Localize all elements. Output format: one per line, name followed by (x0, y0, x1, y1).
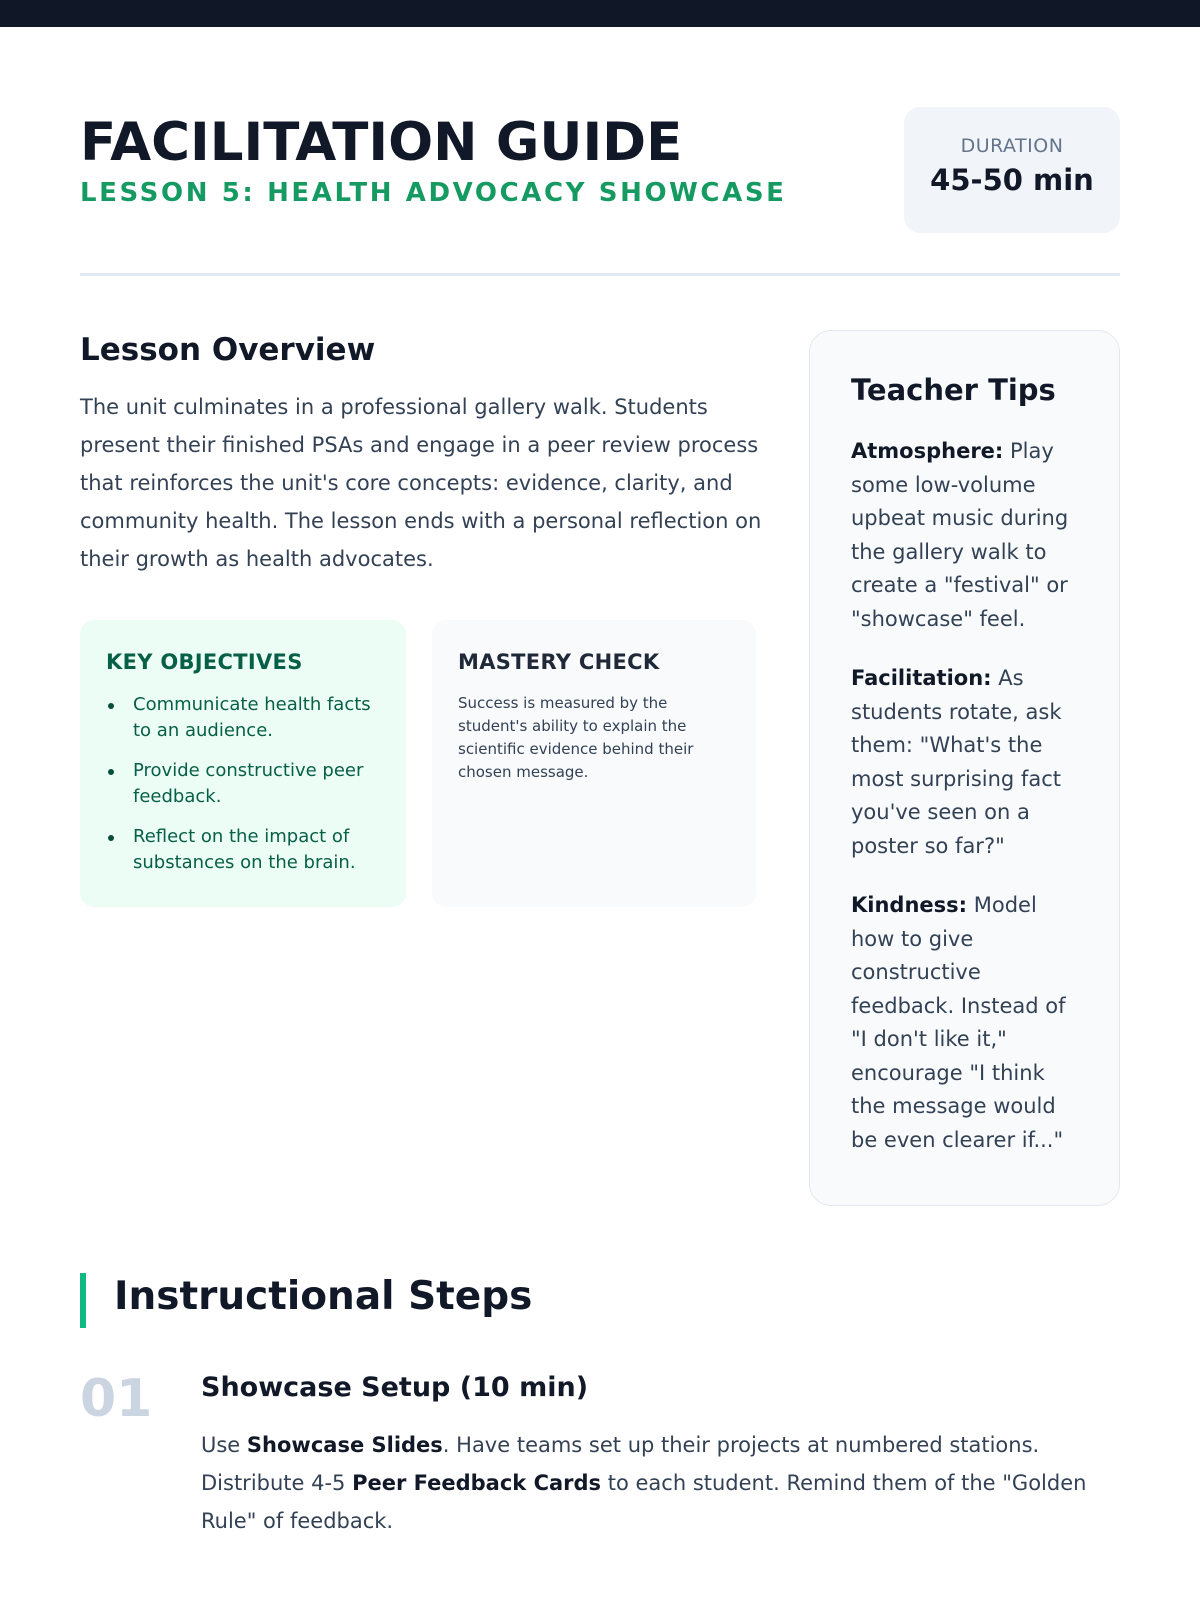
tip-label: Atmosphere: (851, 439, 1004, 463)
page-subtitle: LESSON 5: HEALTH ADVOCACY SHOWCASE (80, 178, 787, 208)
steps-accent-bar (80, 1273, 86, 1328)
step-text (201, 1426, 1126, 1540)
header-divider (80, 273, 1120, 276)
step-text-bold: Showcase Slides (246, 1433, 443, 1457)
instructional-steps-heading: Instructional Steps (114, 1274, 533, 1319)
tip-label: Kindness: (851, 893, 968, 917)
objective-item: Communicate health facts to an audience. (106, 692, 380, 744)
objectives-list (106, 692, 380, 876)
step-text-part: . Have teams set up their projects at numbered stations. Distribute 4-5 (201, 1433, 1040, 1495)
tip-text: As students rotate, ask them: "What's the most surprising fact you've seen on a poster so far?" (851, 666, 1062, 858)
step-text-part: to each student. Remind them of the "Golden Rule" of feedback. (201, 1471, 1087, 1533)
page-title: FACILITATION GUIDE (80, 112, 683, 173)
tip-atmosphere (851, 435, 1079, 636)
tip-facilitation (851, 662, 1079, 863)
top-bar (0, 0, 1200, 27)
key-objectives-title: KEY OBJECTIVES (106, 650, 303, 674)
duration-label: DURATION (960, 135, 1064, 157)
duration-value: 45-50 min (930, 163, 1094, 197)
step-number: 01 (80, 1369, 153, 1429)
objective-item: Reflect on the impact of substances on the brain. (106, 824, 380, 876)
overview-text: The unit culminates in a professional gallery walk. Students present their finished PSAs and engage in a peer review process that reinforces the unit's core concepts: evidence, clarity, and community health. The lesson ends with a personal reflection on their growth as health advocates. (80, 395, 762, 571)
duration-box (904, 107, 1120, 233)
mastery-check-text: Success is measured by the student's ability to explain the scientific evidence behind their chosen message. (458, 694, 694, 781)
step-text-part: Use (201, 1433, 247, 1457)
key-objectives-card (80, 620, 406, 907)
teacher-tips-panel (809, 330, 1120, 1206)
tip-label: Facilitation: (851, 666, 992, 690)
mastery-check-card (432, 620, 756, 907)
tip-text: Model how to give constructive feedback. Instead of "I don't like it," encourage "I think the message would be even clearer if..." (851, 893, 1066, 1152)
objective-item: Provide constructive peer feedback. (106, 758, 380, 810)
step-text-bold: Peer Feedback Cards (352, 1471, 602, 1495)
step-title: Showcase Setup (10 min) (201, 1372, 589, 1403)
overview-heading: Lesson Overview (80, 332, 376, 368)
mastery-check-title: MASTERY CHECK (458, 650, 660, 674)
tip-text: Play some low-volume upbeat music during the gallery walk to create a "festival" or "showcase" feel. (851, 439, 1069, 631)
teacher-tips-title: Teacher Tips (851, 373, 1056, 407)
tip-kindness (851, 889, 1079, 1157)
